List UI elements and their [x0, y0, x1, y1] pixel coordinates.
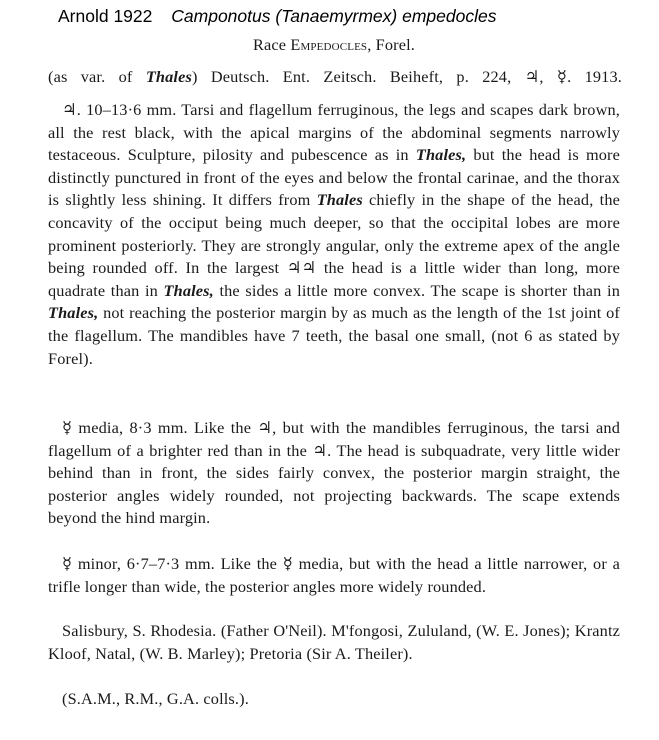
female-description	[48, 99, 620, 370]
thales-ref-2: Thales	[316, 190, 363, 210]
female-text-2: but the head is more distinctly punctured in front of the eyes and below the frontal carinae, and the thorax is slightly less shining. It differs from	[48, 145, 620, 210]
citation-species: Thales	[145, 67, 192, 86]
race-title	[48, 34, 620, 57]
thales-ref-4: Thales,	[48, 303, 99, 323]
taxon-name: Camponotus (Tanaemyrmex) empedocles	[171, 6, 497, 26]
media-worker-description: ☿ media, 8·3 mm. Like the ♃, but with the mandibles ferruginous, the tarsi and flagellum of a brighter red than in the ♃. The head is subquadrate, very little wider behind than in front, the sides fairly convex, the posterior margin straight, the posterior angles widely rounded, not projecting backwards. The scape extends beyond the hind margin.	[48, 418, 620, 528]
race-suffix: , Forel.	[367, 35, 415, 54]
page-header	[58, 6, 496, 27]
citation-open: (as var. of	[48, 67, 146, 86]
race-name: Empedocles	[290, 35, 368, 54]
female-text-5: not reaching the posterior margin by as much as the length of the 1st joint of the flagellum. The mandibles have 7 teeth, the basal one small, (not 6 as stated by Forel).	[48, 303, 620, 368]
thales-ref-1: Thales,	[415, 145, 467, 165]
citation-line	[48, 66, 622, 89]
author-year: Arnold 1922	[58, 6, 153, 26]
female-text-3: chiefly in the shape of the head, the concavity of the occiput being much deeper, so that the occipital lobes are more prominent posteriorly. They are strongly angular, only the extreme apex of the angle being rounded off. In the largest ♃♃ the head is a little wider than long, more quadrate than in	[48, 190, 620, 300]
thales-ref-3: Thales,	[163, 280, 214, 300]
female-text-4: the sides a little more convex. The scape is shorter than in	[213, 280, 620, 300]
localities-paragraph: Salisbury, S. Rhodesia. (Father O'Neil). M'fongosi, Zululand, (W. E. Jones); Krantz Kloof, Natal, (W. B. Marley); Pretoria (Sir A. Theiler).	[48, 621, 620, 663]
female-text-1: ♃. 10–13·6 mm. Tarsi and flagellum ferruginous, the legs and scapes dark brown, all the rest black, with the apical margins of the abdominal segments narrowly testaceous. Sculpture, pilosity and pubescence as in	[48, 100, 620, 165]
collections-paragraph: (S.A.M., R.M., G.A. colls.).	[62, 689, 249, 708]
citation-rest: ) Deutsch. Ent. Zeitsch. Beiheft, p. 224, ♃, ☿. 1913.	[191, 67, 622, 86]
race-prefix: Race	[253, 35, 291, 54]
minor-worker-description: ☿ minor, 6·7–7·3 mm. Like the ☿ media, but with the head a little narrower, or a trifle longer than wide, the posterior angles more widely rounded.	[48, 554, 620, 596]
